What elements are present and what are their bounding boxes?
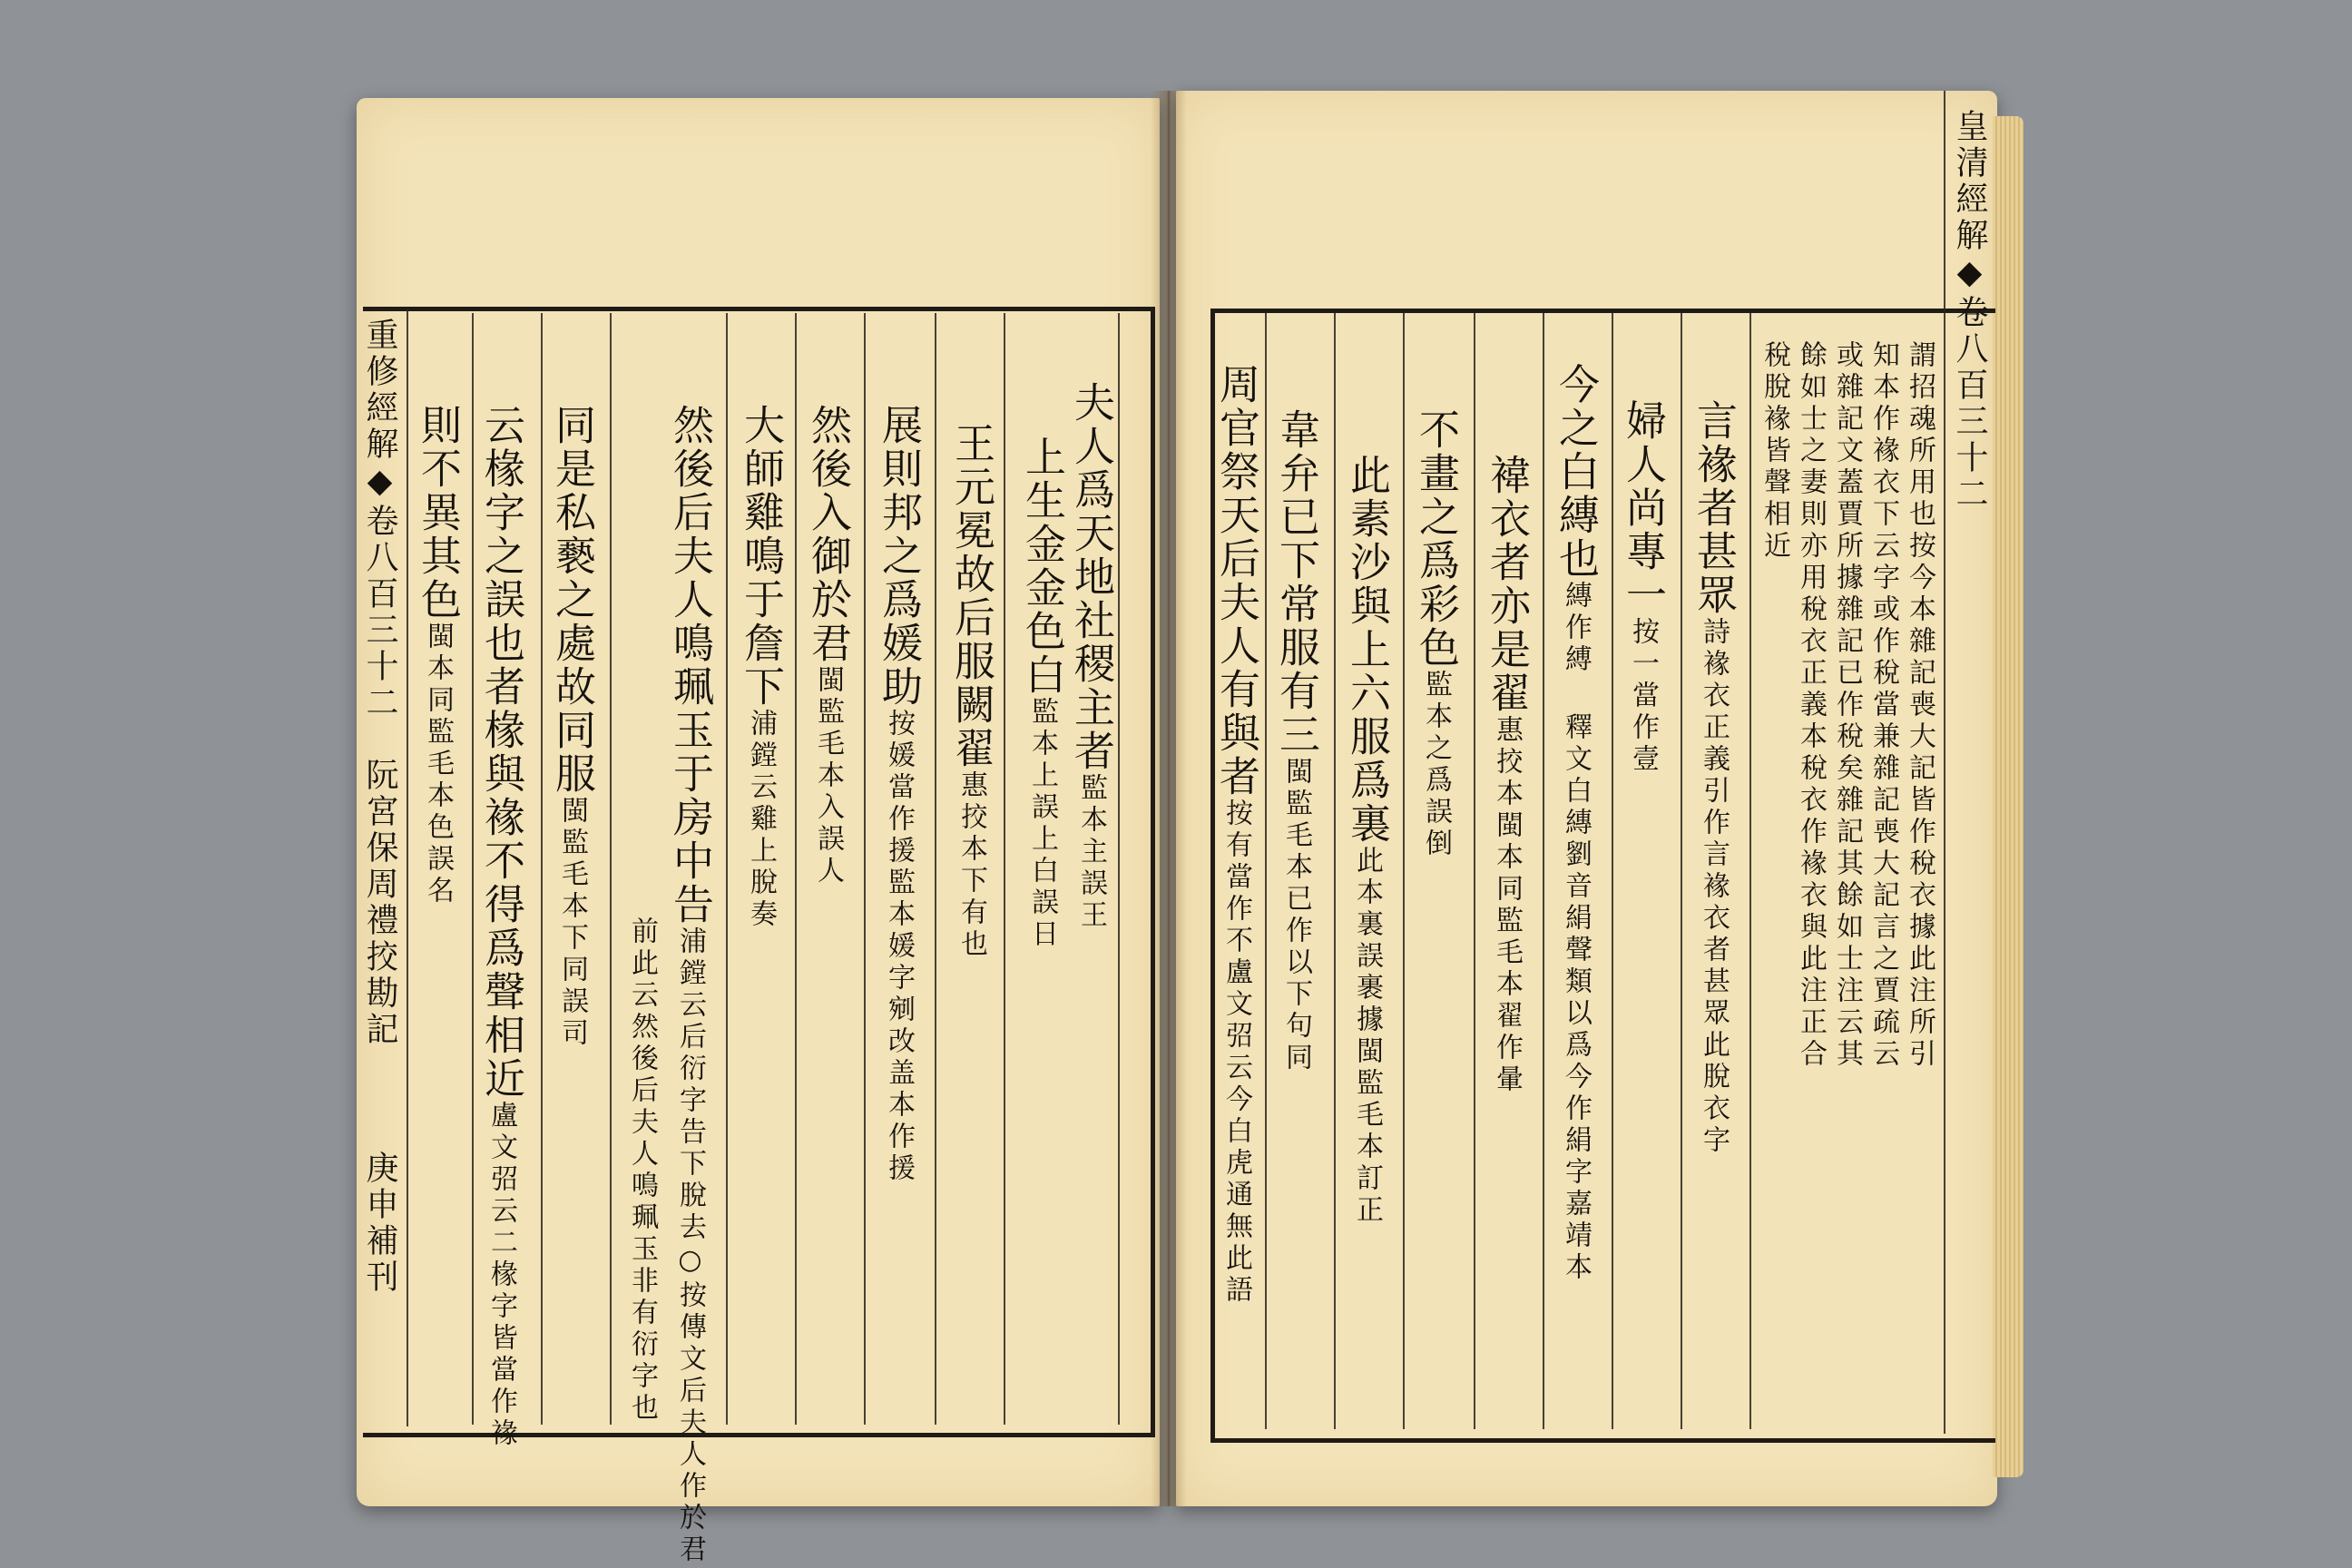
left-margin-credit: 庚申補刊: [361, 1151, 398, 1296]
column-rule: [1474, 313, 1475, 1429]
column-rule: [1944, 91, 1945, 1434]
main-text: 夫人爲天地社稷主者: [1067, 381, 1115, 773]
column-rule: [1403, 313, 1405, 1429]
annotation: 閩監毛本下同誤司: [556, 796, 588, 1050]
annotation: 詩褖衣正義引作言褖衣者甚眾此脫衣字: [1698, 617, 1730, 1157]
column-rule: [864, 313, 866, 1425]
main-text: 婦人尚專一: [1619, 399, 1667, 617]
annotation: 監本之爲誤倒: [1420, 670, 1452, 860]
page-block-edge: [1993, 116, 2024, 1477]
annotation: 稅脫褖皆聲相近: [1759, 340, 1790, 563]
book-gutter: [1151, 91, 1187, 1506]
main-text: 言褖者甚眾: [1690, 399, 1738, 617]
column-rule: [610, 313, 612, 1425]
left-margin-volume: 卷八百三十二: [361, 504, 398, 721]
column-rule: [1749, 313, 1751, 1429]
annotation: 縳作縛 釋文白縳劉音絹聲類以爲今作絹字嘉靖本: [1560, 581, 1592, 1284]
main-text: 展則邦之爲媛助: [875, 404, 923, 709]
annotation: 按有當作不盧文弨云今白虎通無此語: [1220, 799, 1252, 1307]
column-rule: [1543, 313, 1544, 1429]
column-rule: [1118, 313, 1120, 1425]
main-text: 上生金金色白: [1018, 436, 1066, 697]
annotation: 惠挍本下有也: [956, 770, 987, 961]
annotation: 謂招魂所用也按今本雜記喪大記皆作稅衣據此注所引: [1904, 340, 1936, 1071]
main-text: 王元冕故后服闕翟: [947, 422, 995, 770]
main-text: 大師雞鳴于詹下: [737, 404, 785, 709]
main-text: 則不異其色: [414, 404, 462, 622]
fishtail-mark: ◆: [361, 463, 398, 504]
fishtail-mark: ◆: [1951, 254, 1988, 295]
annotation: 閩本同監毛本色誤名: [422, 622, 454, 907]
annotation: 此本裏誤裹據閩監毛本訂正: [1351, 846, 1383, 1227]
main-text: 此素沙與上六服爲裏: [1343, 454, 1391, 846]
annotation: 惠挍本閩本同監毛本翟作暈: [1491, 715, 1523, 1096]
left-margin-subtitle: 阮宮保周禮挍勘記: [361, 758, 398, 1048]
column-rule: [795, 313, 797, 1425]
annotation: 浦鏜云雞上脫奏: [745, 709, 777, 931]
main-text: 不畫之爲彩色: [1412, 408, 1460, 670]
annotation: 或雜記文蓋賈所據雜記已作稅矣雜記其餘如士注云其: [1831, 340, 1863, 1071]
column-rule: [472, 313, 474, 1425]
annotation: 盧文弨云二椽字皆當作褖: [485, 1101, 517, 1450]
column-rule: [1004, 313, 1005, 1425]
annotation: 按媛當作援監本媛字剜改盖本作援: [883, 709, 915, 1185]
annotation: 餘如士之妻則亦用稅衣正義本稅衣作褖衣與此注正合: [1795, 340, 1827, 1071]
main-text: 韋弁已下常服有三: [1272, 408, 1320, 757]
column-rule: [935, 313, 936, 1425]
annotation: 知本作褖衣下云字或作稅當兼雜記喪大記言之賈疏云: [1867, 340, 1899, 1071]
column-rule: [1681, 313, 1682, 1429]
main-text: 然後入御於君: [804, 404, 852, 665]
left-margin-title: 重修經解: [361, 318, 398, 463]
main-text: 同是私褻之處故同服: [548, 404, 596, 796]
column-rule: [726, 313, 728, 1425]
main-text: 然後后夫人鳴珮玉于房中告: [666, 404, 714, 926]
main-text: 周官祭天后夫人有與者: [1212, 363, 1260, 799]
annotation: 前此云然後后夫人鳴珮玉非有衍字也: [626, 916, 658, 1425]
column-rule: [1334, 313, 1336, 1429]
right-margin-column: [1951, 109, 1987, 513]
column-rule: [541, 313, 543, 1425]
annotation: 按一當作壹: [1627, 617, 1659, 776]
left-margin-column: [361, 318, 397, 1048]
right-margin-volume: 卷八百三十二: [1951, 295, 1988, 513]
annotation: 閩監毛本已作以下句同: [1280, 757, 1312, 1074]
main-text: 褘衣者亦是翟: [1483, 454, 1531, 715]
main-text: 云椽字之誤也者椽與褖不得爲聲相近: [477, 404, 525, 1101]
right-margin-title: 皇清經解: [1951, 109, 1988, 254]
annotation: 閩監毛本入誤人: [812, 665, 844, 887]
main-text: 今之白縳也: [1552, 363, 1600, 581]
column-rule: [1612, 313, 1613, 1429]
annotation: 浦鏜云后衍字告下脫去○按傳文后夫人作於君: [674, 926, 706, 1566]
column-rule: [1265, 313, 1267, 1429]
annotation: 監本主誤王: [1075, 773, 1107, 932]
annotation: 監本上誤上白誤日: [1026, 697, 1058, 951]
column-rule: [407, 309, 408, 1426]
